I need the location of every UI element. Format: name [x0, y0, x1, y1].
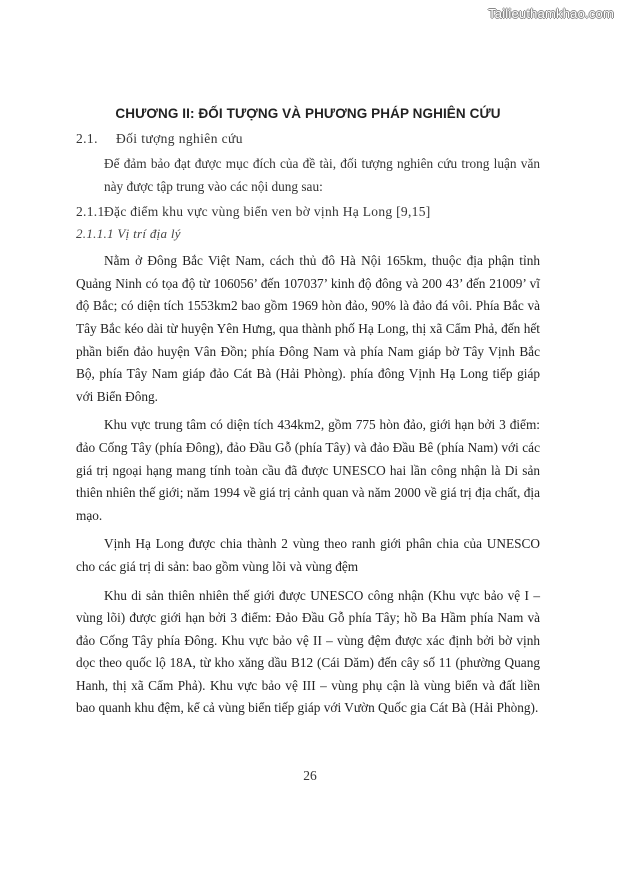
paragraph-protection-areas: Khu di sản thiên nhiên thế giới được UNESCO công nhận (Khu vực bảo vệ I – vùng lõi) được giới hạn bởi 3 điểm: Đảo Đầu Gỗ phía Tây; hồ Ba Hầm phía Nam và đảo Cống Tây phía Đông. Khu vực bảo vệ II – vùng đệm được xác định bởi bờ vịnh dọc theo quốc lộ 18A, từ kho xăng dầu B12 (Cái Dăm) đến cây số 11 (phường Quang Hanh, thị xã Cẩm Phả). Khu vực bảo vệ III – vùng phụ cận là vùng biển và đất liền bao quanh khu đệm, kể cả vùng biển tiếp giáp với Vườn Quốc gia Cát Bà (Hải Phòng). [76, 587, 540, 716]
subsubsection-heading: 2.1.1.1 Vị trí địa lý [76, 226, 181, 242]
section-title: Đối tượng nghiên cứu [116, 131, 243, 146]
section-number: 2.1. [76, 131, 98, 146]
chapter-title: CHƯƠNG II: ĐỐI TƯỢNG VÀ PHƯƠNG PHÁP NGHIÊN CỨU [115, 106, 501, 121]
section-intro: Để đảm bảo đạt được mục đích của đề tài, đối tượng nghiên cứu trong luận văn này được tập trung vào các nội dung sau: [104, 156, 540, 194]
paragraph-zones: Vịnh Hạ Long được chia thành 2 vùng theo ranh giới phân chia của UNESCO cho các giá trị di sản: bao gồm vùng lõi và vùng đệm [76, 536, 540, 574]
paragraph-central-area: Khu vực trung tâm có diện tích 434km2, gồm 775 hòn đảo, giới hạn bởi 3 điểm: đảo Cống Tây (phía Đông), đảo Đầu Gỗ (phía Tây) và đảo Đầu Bê (phía Nam) với các giá trị ngoại hạng mang tính toàn cầu đã được UNESCO hai lần công nhận là Di sản thiên nhiên thế giới; năm 1994 về giá trị cảnh quan và năm 2000 về giá trị địa chất, địa mạo. [76, 417, 540, 523]
page-number: 26 [303, 768, 317, 783]
section-heading [76, 131, 540, 147]
document-page [76, 106, 540, 726]
subsection-title: Đặc điểm khu vực vùng biển ven bờ vịnh Hạ Long [9,15] [104, 204, 431, 220]
paragraph-location: Nằm ở Đông Bắc Việt Nam, cách thủ đô Hà Nội 165km, thuộc địa phận tỉnh Quảng Ninh có tọa độ từ 106056’ đến 107037’ kinh độ đông và 200 43’ đến 21009’ vĩ độ Bắc; có diện tích 1553km2 bao gồm 1969 hòn đảo, 90% là đảo đá vôi. Phía Bắc và Tây Bắc kéo dài từ huyện Yên Hưng, qua thành phố Hạ Long, thị xã Cẩm Phả, đến hết phần biển đảo huyện Vân Đồn; phía Đông Nam và phía Nam giáp bờ Tây Vịnh Bắc Bộ, phía Tây Nam giáp đảo Cát Bà (Hải Phòng). phía đông Vịnh Hạ Long tiếp giáp với Biển Đông. [76, 253, 540, 404]
watermark-text: Tailieuthamkhao.com [488, 6, 614, 21]
subsection-number: 2.1.1 [76, 204, 105, 220]
subsection-heading [76, 204, 540, 220]
